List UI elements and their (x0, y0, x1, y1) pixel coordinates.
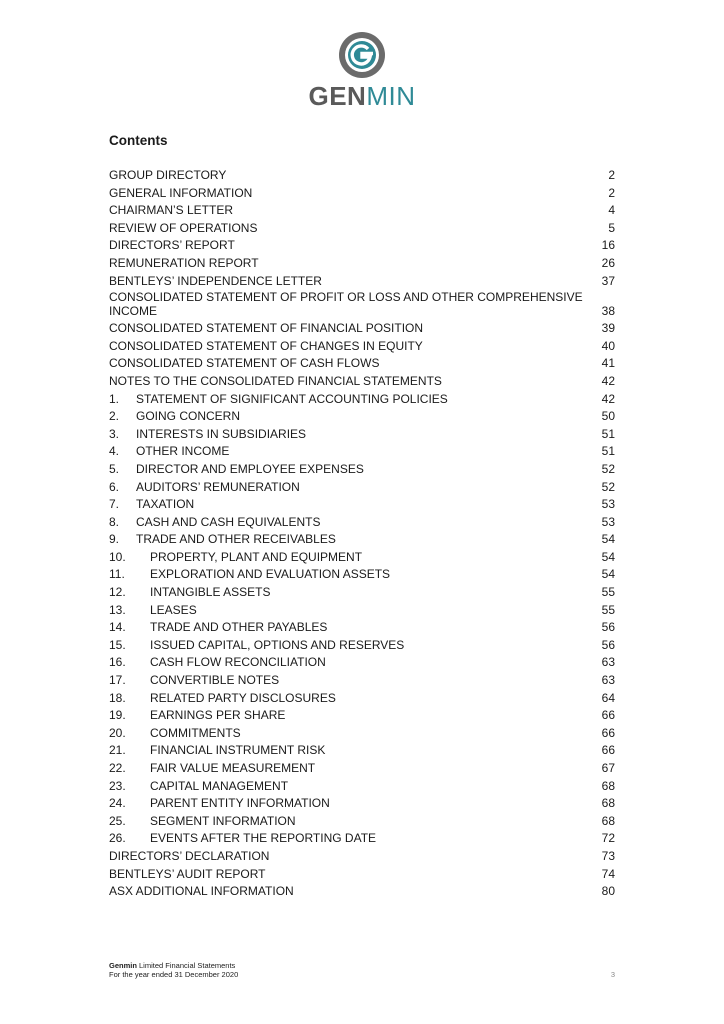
toc-entry-title: GENERAL INFORMATION (109, 185, 253, 200)
toc-note-entry[interactable] (109, 725, 615, 743)
toc-entry-page: 55 (601, 585, 615, 600)
toc-entry-title: NOTES TO THE CONSOLIDATED FINANCIAL STATEMENTS (109, 373, 442, 388)
footer-period: For the year ended 31 December 2020 (109, 970, 239, 979)
toc-entry-title: REMUNERATION REPORT (109, 255, 259, 270)
toc-entry-page: 66 (601, 743, 615, 758)
toc-entry-title: EARNINGS PER SHARE (150, 708, 286, 723)
toc-entry-title: INTERESTS IN SUBSIDIARIES (136, 426, 307, 441)
toc-note-number: 10. (109, 549, 126, 564)
toc-entry[interactable] (109, 202, 615, 220)
toc-entry-title: CASH FLOW RECONCILIATION (150, 655, 326, 670)
toc-entry-title: INTANGIBLE ASSETS (150, 585, 271, 600)
company-logo (0, 30, 724, 111)
toc-note-entry[interactable] (109, 479, 615, 497)
toc-entry-title: GOING CONCERN (136, 409, 241, 424)
toc-note-number: 5. (109, 461, 120, 476)
toc-entry-title: ASX ADDITIONAL INFORMATION (109, 884, 294, 899)
table-of-contents (109, 167, 615, 901)
toc-entry[interactable] (109, 866, 615, 884)
toc-entry-page: 38 (601, 304, 615, 319)
toc-entry[interactable] (109, 320, 615, 338)
toc-entry-page: 67 (601, 761, 615, 775)
toc-entry-page: 56 (601, 637, 615, 652)
footer-company-line (109, 961, 238, 970)
toc-note-number: 24. (109, 796, 126, 811)
toc-entry-page: 73 (601, 848, 615, 863)
toc-note-number: 25. (109, 813, 126, 828)
toc-entry-page: 74 (601, 866, 615, 881)
contents-heading: Contents (109, 133, 168, 148)
toc-entry-page: 80 (601, 884, 615, 899)
toc-entry-page: 51 (601, 426, 615, 441)
toc-entry-title: CONSOLIDATED STATEMENT OF PROFIT OR LOSS AND OTHER COMPREHENSIVE INCOME (109, 290, 583, 319)
toc-note-number: 3. (109, 426, 120, 441)
toc-note-entry[interactable] (109, 778, 615, 796)
toc-note-entry[interactable] (109, 391, 615, 409)
toc-entry-title: CHAIRMAN’S LETTER (109, 203, 234, 218)
toc-entry-page: 2 (608, 185, 615, 200)
toc-entry-title: FAIR VALUE MEASUREMENT (150, 761, 316, 775)
toc-entry-title: DIRECTORS’ DECLARATION (109, 848, 270, 863)
toc-entry-title: REVIEW OF OPERATIONS (109, 220, 258, 235)
toc-entry-title: STATEMENT OF SIGNIFICANT ACCOUNTING POLICIES (136, 391, 448, 406)
toc-note-entry[interactable] (109, 813, 615, 831)
toc-entry-title: GROUP DIRECTORY (109, 168, 227, 182)
toc-entry[interactable] (109, 185, 615, 203)
toc-entry-page: 63 (601, 655, 615, 670)
toc-note-number: 22. (109, 761, 126, 775)
toc-note-number: 23. (109, 778, 126, 793)
toc-entry-page: 4 (608, 203, 615, 218)
toc-entry-title: CASH AND CASH EQUIVALENTS (136, 514, 321, 529)
toc-note-number: 16. (109, 655, 126, 670)
toc-note-entry[interactable] (109, 496, 615, 514)
toc-entry-page: 16 (601, 238, 615, 253)
toc-note-number: 11. (109, 567, 125, 582)
toc-entry-title: SEGMENT INFORMATION (150, 813, 296, 828)
toc-entry-title: TAXATION (136, 497, 195, 512)
toc-entry-page: 50 (601, 409, 615, 424)
toc-entry-title: ISSUED CAPITAL, OPTIONS AND RESERVES (150, 637, 405, 652)
toc-entry-title: FINANCIAL INSTRUMENT RISK (150, 743, 326, 758)
toc-entry-page: 66 (601, 708, 615, 723)
toc-note-number: 18. (109, 690, 126, 705)
toc-note-number: 8. (109, 514, 120, 529)
toc-note-entry[interactable] (109, 672, 615, 690)
toc-entry-title: DIRECTORS’ REPORT (109, 238, 235, 253)
toc-note-number: 21. (109, 743, 126, 758)
toc-entry[interactable] (109, 848, 615, 866)
toc-entry-page: 55 (601, 602, 615, 617)
toc-entry-title: LEASES (150, 602, 197, 617)
toc-entry[interactable] (109, 220, 615, 238)
toc-entry-title: TRADE AND OTHER RECEIVABLES (136, 532, 336, 547)
toc-entry-page: 41 (601, 356, 615, 371)
toc-entry[interactable] (109, 338, 615, 356)
toc-note-entry[interactable] (109, 566, 615, 584)
toc-note-number: 13. (109, 602, 126, 617)
toc-entry-page: 51 (601, 444, 615, 459)
toc-note-entry[interactable] (109, 637, 615, 655)
toc-entry-title: TRADE AND OTHER PAYABLES (150, 620, 328, 635)
toc-entry-title: CONSOLIDATED STATEMENT OF CHANGES IN EQUITY (109, 338, 423, 353)
logo-wordmark (0, 81, 724, 111)
footer-company-name: Genmin (109, 961, 137, 970)
logo-wordmark-light: MIN (366, 81, 416, 111)
toc-entry[interactable] (109, 273, 615, 291)
toc-entry-page: 72 (601, 831, 615, 846)
toc-note-number: 9. (109, 532, 120, 547)
toc-entry-page: 66 (601, 725, 615, 740)
toc-note-entry[interactable] (109, 426, 615, 444)
toc-note-number: 6. (109, 479, 120, 494)
toc-entry-title: EXPLORATION AND EVALUATION ASSETS (150, 567, 391, 582)
toc-note-entry[interactable] (109, 690, 615, 708)
toc-entry[interactable] (109, 373, 615, 391)
toc-entry-page: 63 (601, 673, 615, 688)
toc-entry[interactable] (109, 255, 615, 273)
toc-note-entry[interactable] (109, 584, 615, 602)
toc-entry-page: 54 (601, 567, 615, 582)
toc-note-entry[interactable] (109, 760, 615, 778)
toc-entry-title: OTHER INCOME (136, 444, 230, 459)
toc-entry[interactable] (109, 883, 615, 901)
toc-entry-title: AUDITORS’ REMUNERATION (136, 479, 300, 494)
toc-entry-page: 54 (601, 549, 615, 564)
toc-entry-title: BENTLEYS’ INDEPENDENCE LETTER (109, 273, 322, 288)
toc-entry-page: 52 (601, 461, 615, 476)
toc-entry-page: 53 (601, 497, 615, 512)
toc-entry-page: 68 (601, 813, 615, 828)
toc-entry[interactable] (109, 237, 615, 255)
toc-note-number: 1. (109, 391, 120, 406)
toc-note-entry[interactable] (109, 408, 615, 426)
toc-entry-title: RELATED PARTY DISCLOSURES (150, 690, 336, 705)
toc-note-entry[interactable] (109, 742, 615, 760)
toc-note-number: 4. (109, 444, 120, 459)
toc-note-number: 26. (109, 831, 126, 846)
toc-entry[interactable] (109, 167, 615, 185)
toc-entry-page: 26 (601, 255, 615, 270)
page-number: 3 (610, 970, 615, 979)
toc-note-entry[interactable] (109, 619, 615, 637)
toc-note-number: 15. (109, 637, 126, 652)
toc-entry-page: 56 (601, 620, 615, 635)
toc-entry-page: 37 (601, 273, 615, 288)
toc-entry[interactable] (109, 355, 615, 373)
toc-entry-page: 64 (601, 690, 615, 705)
toc-note-entry[interactable] (109, 531, 615, 549)
genmin-logo-icon (337, 30, 387, 80)
toc-note-entry[interactable] (109, 602, 615, 620)
toc-entry-title: CAPITAL MANAGEMENT (150, 778, 289, 793)
footer-company-suffix: Limited Financial Statements (136, 961, 236, 970)
toc-note-entry[interactable] (109, 514, 615, 532)
logo-wordmark-bold: GEN (308, 81, 367, 111)
toc-entry-page: 52 (601, 479, 615, 494)
toc-entry-page: 40 (601, 338, 615, 353)
page-footer (109, 961, 238, 979)
toc-entry-page: 2 (608, 168, 615, 182)
toc-entry-title: CONSOLIDATED STATEMENT OF CASH FLOWS (109, 356, 380, 371)
toc-note-number: 20. (109, 725, 126, 740)
toc-note-number: 2. (109, 409, 120, 424)
toc-note-number: 12. (109, 585, 126, 600)
toc-note-number: 19. (109, 708, 126, 723)
toc-note-entry[interactable] (109, 707, 615, 725)
toc-note-entry[interactable] (109, 830, 615, 848)
toc-note-number: 14. (109, 620, 126, 635)
toc-entry-page: 68 (601, 778, 615, 793)
toc-entry-title: CONSOLIDATED STATEMENT OF FINANCIAL POSITION (109, 321, 424, 336)
toc-entry-page: 42 (601, 373, 615, 388)
toc-entry-title: BENTLEYS’ AUDIT REPORT (109, 866, 266, 881)
toc-entry-page: 53 (601, 514, 615, 529)
toc-note-number: 7. (109, 497, 120, 512)
toc-entry-title: COMMITMENTS (150, 725, 241, 740)
toc-note-entry[interactable] (109, 549, 615, 567)
toc-entry-page: 54 (601, 532, 615, 547)
toc-note-entry[interactable] (109, 461, 615, 479)
toc-entry-page: 39 (601, 321, 615, 336)
toc-entry-page: 42 (601, 391, 615, 406)
toc-entry-title: CONVERTIBLE NOTES (150, 673, 280, 688)
toc-note-number: 17. (109, 673, 126, 688)
toc-entry-page: 5 (608, 220, 615, 235)
toc-entry-page: 68 (601, 796, 615, 811)
toc-entry-title: PARENT ENTITY INFORMATION (150, 796, 330, 811)
toc-entry-title: PROPERTY, PLANT AND EQUIPMENT (150, 549, 363, 564)
toc-entry-title: DIRECTOR AND EMPLOYEE EXPENSES (136, 461, 364, 476)
toc-note-entry[interactable] (109, 795, 615, 813)
toc-note-entry[interactable] (109, 654, 615, 672)
toc-entry-title: EVENTS AFTER THE REPORTING DATE (150, 831, 377, 846)
toc-entry[interactable] (109, 290, 615, 320)
toc-note-entry[interactable] (109, 443, 615, 461)
